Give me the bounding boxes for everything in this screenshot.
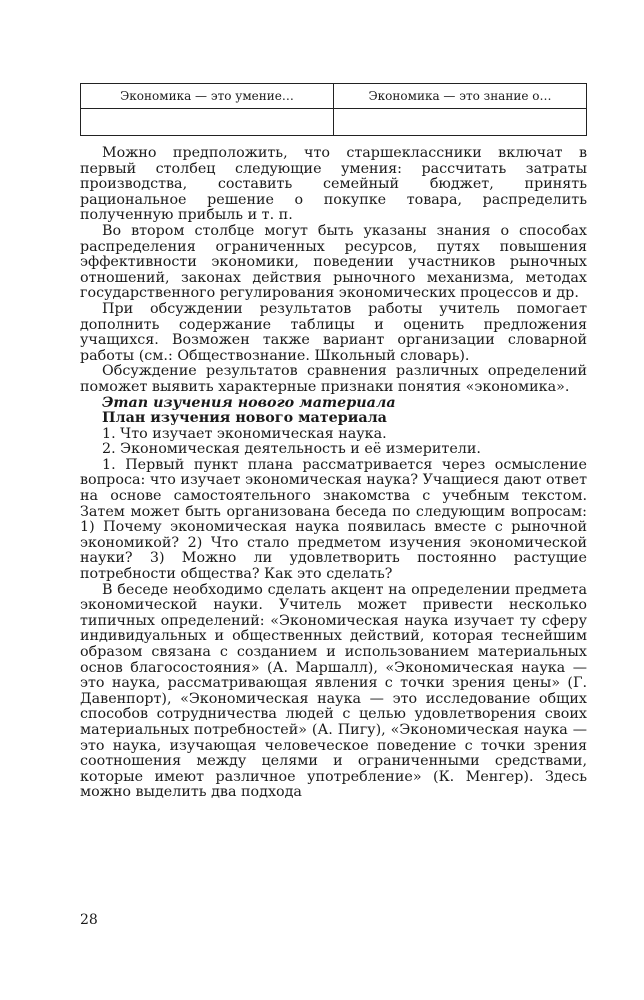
table-empty-cell bbox=[81, 109, 334, 136]
section-heading-bold: План изучения нового материала bbox=[102, 410, 387, 427]
section-heading-ital: Этап изучения нового материала bbox=[102, 394, 396, 411]
paragraph: В беседе необходимо сделать акцент на определении предмета экономической науки. Учитель может привести несколько типичных определений: «Экономическая наука изучает ту сферу индивидуальных и общественных действий, которая теснейшим образом связана с созданием и использованием материальных основ благосостояния» (А. Маршалл), «Экономическая наука — это наука, рассматривающая явления с точки зрения цены» (Г. Давенпорт), «Экономическая наука — это исследование общих способов сотрудничества людей с целью удовлетворения своих материальных потребностей» (А. Пигу), «Экономическая наука — это наука, изучающая человеческое поведение с точки зрения соотношения между целями и ограниченными средствами, которые имеют различное употребление» (К. Менгер). Здесь можно выделить два подхода bbox=[80, 581, 587, 801]
table-header-cell: Экономика — это умение… bbox=[81, 84, 334, 109]
table-empty-row bbox=[81, 109, 587, 136]
page-number: 28 bbox=[80, 912, 98, 928]
table-empty-cell bbox=[334, 109, 587, 136]
paragraph: 2. Экономическая деятельность и её измерители. bbox=[102, 441, 481, 458]
table-header-cell: Экономика — это знание о… bbox=[334, 84, 587, 109]
comparison-table bbox=[80, 83, 587, 136]
body-text bbox=[80, 146, 587, 801]
paragraph: Во втором столбце могут быть указаны знания о способах распределения ограниченных ресурсов, путях повышения эффективности экономики, поведении участников рыночных отношений, законах действия рыночного механизма, методах государственного регулирования экономических процессов и др. bbox=[80, 222, 587, 302]
paragraph: 1. Что изучает экономическая наука. bbox=[102, 425, 387, 442]
paragraph: Обсуждение результатов сравнения различных определений поможет выявить характерные признаки понятия «экономика». bbox=[80, 363, 587, 395]
table-header-row bbox=[81, 84, 587, 109]
paragraph: Можно предположить, что старшеклассники включат в первый столбец следующие умения: рассчитать затраты производства, составить семейный бюджет, принять рациональное решение о покупке товара, распределить полученную прибыль и т. п. bbox=[80, 145, 587, 224]
paragraph: При обсуждении результатов работы учитель помогает дополнить содержание таблицы и оценить предложения учащихся. Возможен также вариант организации словарной работы (см.: Обществознание. Школьный словарь). bbox=[80, 300, 587, 364]
paragraph: 1. Первый пункт плана рассматривается через осмысление вопроса: что изучает экономическая наука? Учащиеся дают ответ на основе самостоятельного знакомства с учебным текстом. Затем может быть организована беседа по следующим вопросам: 1) Почему экономическая наука появилась вместе с рыночной экономикой? 2) Что стало предметом изучения экономической науки? 3) Можно ли удовлетворить постоянно растущие потребности общества? Как это сделать? bbox=[80, 456, 587, 583]
